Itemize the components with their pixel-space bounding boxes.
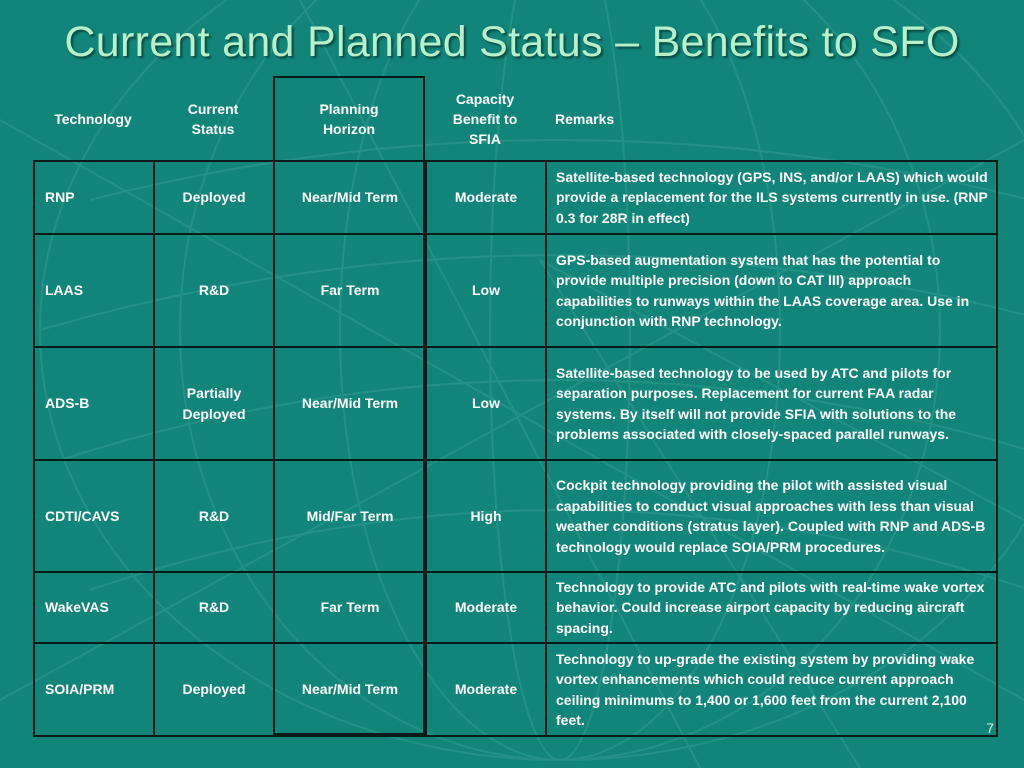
cell-status: R&D (154, 572, 274, 643)
cell-benefit: Moderate (426, 572, 546, 643)
status-table (33, 160, 998, 737)
cell-remarks: Cockpit technology providing the pilot with assisted visual capabilities to conduct visual approaches with less than visual weather conditions (stratus layer). Coupled with RNP and ADS-B technology would replace SOIA/PRM procedures. (546, 460, 997, 572)
cell-remarks: Satellite-based technology (GPS, INS, and/or LAAS) which would provide a replacement for the ILS systems currently in use. (RNP 0.3 for 28R in effect) (546, 161, 997, 234)
cell-status: Deployed (154, 643, 274, 736)
cell-technology: CDTI/CAVS (34, 460, 154, 572)
table-row (34, 460, 997, 572)
cell-status: Deployed (154, 161, 274, 234)
table-row (34, 161, 997, 234)
header-remarks (555, 78, 998, 160)
header-planning-horizon (273, 78, 425, 160)
cell-horizon: Far Term (274, 234, 426, 347)
cell-status: R&D (154, 460, 274, 572)
cell-status: Partially Deployed (154, 347, 274, 460)
header-planning-horizon-line2: Horizon (322, 121, 376, 137)
header-capacity-benefit-line2: Benefit to (452, 111, 518, 127)
cell-remarks: GPS-based augmentation system that has the potential to provide multiple precision (down to CAT III) approach capabilities to runways within the LAAS coverage area. Use in conjunction with RNP technology. (546, 234, 997, 347)
cell-technology: RNP (34, 161, 154, 234)
cell-technology: WakeVAS (34, 572, 154, 643)
header-current-status-line2: Status (191, 121, 235, 137)
cell-technology: SOIA/PRM (34, 643, 154, 736)
cell-technology: ADS-B (34, 347, 154, 460)
header-capacity-benefit-line1: Capacity (455, 91, 515, 107)
header-current-status-line1: Current (187, 101, 239, 117)
cell-horizon: Near/Mid Term (274, 347, 426, 460)
header-planning-horizon-line1: Planning (319, 101, 379, 117)
cell-technology: LAAS (34, 234, 154, 347)
header-capacity-benefit-line3: SFIA (469, 131, 501, 147)
header-current-status (153, 78, 273, 160)
cell-horizon: Near/Mid Term (274, 643, 426, 736)
header-remarks-label: Remarks (555, 111, 615, 127)
slide-title: Current and Planned Status – Benefits to SFO (64, 18, 960, 66)
cell-benefit: Low (426, 347, 546, 460)
cell-remarks: Technology to provide ATC and pilots with real-time wake vortex behavior. Could increase airport capacity by reducing aircraft spacing. (546, 572, 997, 643)
header-technology (33, 78, 153, 160)
cell-benefit: Low (426, 234, 546, 347)
table-row (34, 643, 997, 736)
table-row (34, 234, 997, 347)
header-technology-label: Technology (54, 111, 132, 127)
cell-benefit: High (426, 460, 546, 572)
cell-benefit: Moderate (426, 643, 546, 736)
table-row (34, 347, 997, 460)
cell-horizon: Mid/Far Term (274, 460, 426, 572)
cell-horizon: Far Term (274, 572, 426, 643)
cell-benefit: Moderate (426, 161, 546, 234)
cell-remarks: Satellite-based technology to be used by ATC and pilots for separation purposes. Replacement for current FAA radar systems. By itself will not provide SFIA with solutions to the problems associated with closely-spaced parallel runways. (546, 347, 997, 460)
header-capacity-benefit (425, 78, 545, 160)
page-number: 7 (986, 720, 994, 736)
table-header-row (33, 78, 998, 160)
table-row (34, 572, 997, 643)
cell-horizon: Near/Mid Term (274, 161, 426, 234)
cell-remarks: Technology to up-grade the existing system by providing wake vortex enhancements which could reduce current approach ceiling minimums to 1,400 or 1,600 feet from the current 2,100 feet. (546, 643, 997, 736)
cell-status: R&D (154, 234, 274, 347)
